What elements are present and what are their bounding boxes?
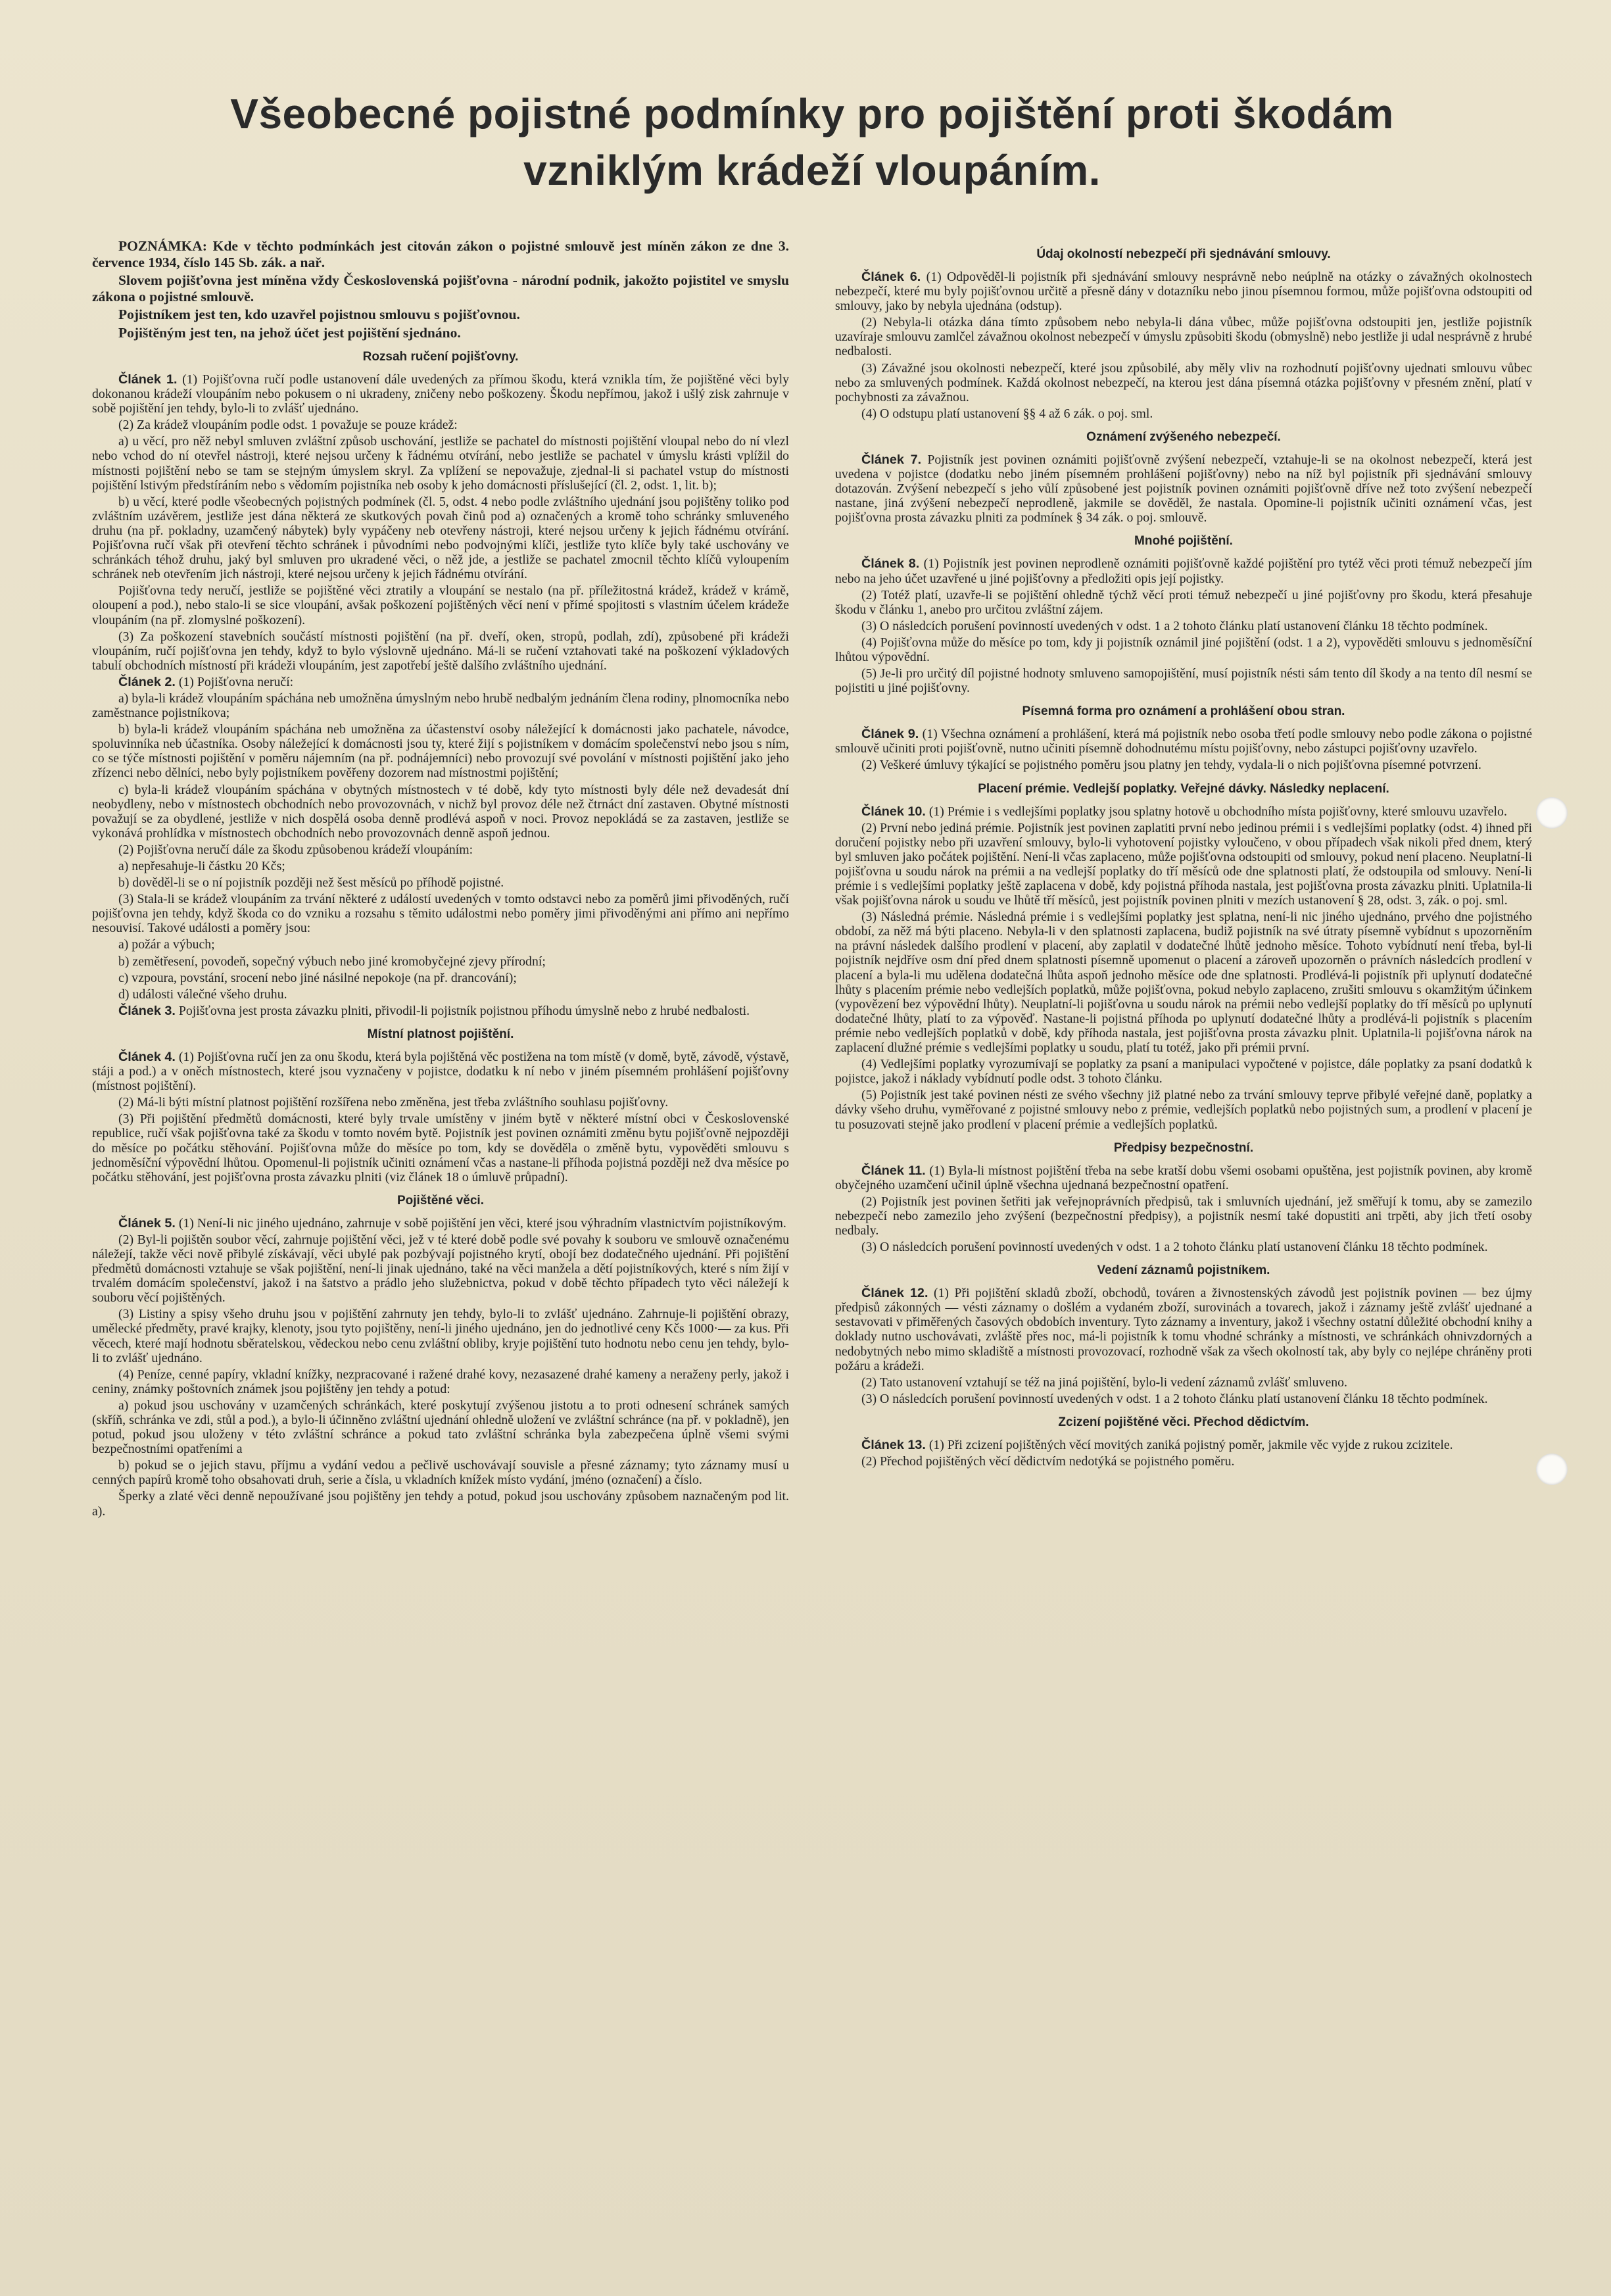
list-item: a) byla-li krádež vloupáním spáchána neb umožněna úmyslným nebo hrubě nedbalým jednáním člena rodiny, plnomocníka nebo zaměstnance pojistníkova; (92, 691, 789, 721)
article-text: (1) Všechna oznámení a prohlášení, která má pojistník nebo osoba třetí podle smlouvy nebo podle zákona o pojistné smlouvě učiniti proti pojišťovně, nutno učiniti písemně dohodnutému místu pojišťovny, nebo zástupci pojišťovny uzavřelo. (835, 727, 1532, 756)
paragraph: (2) Totéž platí, uzavře-li se pojištění ohledně týchž věcí proti témuž nebezpečí u jiné pojišťovny pro škodu, která přesahuje škodu v článku 1, anebo pro určitou zvláštní zájem. (835, 587, 1532, 617)
paragraph: (5) Je-li pro určitý díl pojistné hodnoty smluveno samopojištění, musí pojistník nésti sám tento díl škody a na tento díl nesmí se pojistiti u jiné pojišťovny. (835, 666, 1532, 696)
article-label: Článek 6. (861, 270, 921, 284)
article-text: (1) Odpověděl-li pojistník při sjednávání smlouvy nesprávně nebo neúplně na otázky o závažných okolnostech nebezpečí, které mu byly pojišťovnou určitě a přesně dány v dotazníku nebo jinou písemnou formou, může pojišťovna odstoupiti od smlouvy, jako by nebyla ujednána (odstup). (835, 270, 1532, 314)
paragraph: (3) Následná prémie. Následná prémie i s vedlejšími poplatky jest splatna, není-li nic jiného ujednáno, prvého dne pojistného období, za něž má býti placeno. Nebyla-li v den splatnosti zaplacena, budiž pojistník na své útraty písemně vybídnut s upozorněním na právní následek dalšího prodlení v placení, aby zaplatil v dodatečné lhůtě jednoho měsíce. Tohoto vybídnutí není třeba, byl-li pojistník nejdříve osm dní před dnem splatnosti písemně upomenut o placení a zároveň upozorněn o právních následcích prodlení v placení a byla-li mu udělena dodatečná lhůta aspoň jednoho měsíce ode dne splatnosti. Prodlévá-li pojistník při uplynutí dodatečné lhůty s placením prémie nebo vedlejších poplatků, může pojišťovna, pokud nebylo zaplaceno, zrušiti smlouvu s okamžitým účinkem (vypovězení bez výpovědní lhůty). Neuplatní-li pojišťovna u soudu nárok na prémii nebo vedlejší poplatky do tří měsíců po uplynutí dodatečné lhůty, platí to za výpověď. Nastane-li pojistná příhoda po uplynutí dodatečné lhůty a prodlévá-li pojistník s placením prémie nebo vedlejších poplatků v době, kdy příhoda nastala, jest pojišťovna prosta závazku plnit. Uplatnila-li pojišťovna nárok na zaplacení dlužné prémie s vedlejšími poplatky u soudu, platí tu totéž, jako při prémii první. (835, 910, 1532, 1056)
paragraph: (4) Vedlejšími poplatky vyrozumívají se poplatky za psaní a manipulaci vypočtené v pojistce, dále poplatky za psaní dodatků k pojistce, jakož i náklady vybídnutí podle odst. 3 tohoto článku. (835, 1057, 1532, 1087)
article-label: Článek 9. (861, 727, 919, 742)
list-item: b) pokud se o jejich stavu, příjmu a vydání vedou a pečlivě uschovávají souvisle a přesné záznamy; tyto záznamy musí u cenných papírů kromě toho obsahovati druh, serie a čísla, u vkladních knížek místo vydání, jméno (označení) a číslo. (92, 1458, 789, 1488)
section-heading: Předpisy bezpečnostní. (1113, 1140, 1254, 1155)
article-text: (1) Není-li nic jiného ujednáno, zahrnuje v sobě pojištění jen věci, které jsou výhradním vlastnictvím pojistníkovým. (175, 1215, 786, 1231)
paragraph: (3) Za poškození stavebních součástí místnosti pojištění (na př. dveří, oken, stropů, podlah, zdí), způsobené při krádeži vloupáním, ručí pojišťovna jen tehdy, když to bylo výslovně ujednáno. Má-li se ručení vztahovati také na poškození výkladových tabulí obchodních místností při krádeži vloupáním, jest zapotřebí ještě dalšího zvláštního ujednání. (92, 629, 789, 673)
note-block (92, 238, 789, 341)
article-label: Článek 5. (118, 1215, 176, 1231)
list-item: a) požár a výbuch; (118, 937, 215, 952)
list-item: a) pokud jsou uschovány v uzamčených schránkách, které poskytují zvýšenou jistotu a to proti odnesení schránek samých (skříň, schránka ve zdi, stůl a pod.), a bylo-li účinněno zvláštní ujednání ohledně uložení ve zvláštní schránce (na př. v pokladně), jen potud, pokud jsou uloženy v této zvláštní schránce a pokud tato zvláštní schránka byla zabezpečena úplně všemi svými bezpečnostními opatřeními a (92, 1398, 789, 1457)
article-text: (1) Při pojištění skladů zboží, obchodů, továren a živnostenských závodů jest pojistník povinen — bez újmy předpisů zákonných — vésti záznamy o došlém a vydaném zboží, surovinách a tovarech, jakož i záznamy ještě zvlášť ujednané a sestavovati v přiměřených časových obdobích inventury. Tyto záznamy a inventury, jakož i všechny ostatní důležité obchodní knihy a doklady nutno uschovávati, zvláště přes noc, má-li pojistník k tomu vhodné schránky a místnosti, ve schránkách ohnivzdorných a nedobytných nebo mimo skladiště a místnosti provozovací, rozhodně však za všech okolností tak, aby byly co nejlépe chráněny proti požáru a krádeži. (835, 1286, 1532, 1373)
list-item: b) dověděl-li se o ní pojistník později než šest měsíců po příhodě pojistné. (118, 875, 504, 891)
paragraph: (4) Peníze, cenné papíry, vkladní knížky, nezpracované i ražené drahé kovy, nezasazené drahé kameny a neraženy perly, jakož i ceniny, známky poštovních známek jsou pojištěny jen tehdy a potud: (92, 1367, 789, 1396)
paragraph: (3) Stala-li se krádež vloupáním za trvání některé z událostí uvedených v tomto odstavci nebo za poměrů jimi přivoděných, ručí pojišťovna jen tehdy, když škoda co do vzniku a rozsahu s těmito událostmi nebo poměry jimi přivoděnými ani přímo ani nepřímo nesouvisí. Takové události a poměry jsou: (92, 892, 789, 936)
note-paragraph: Pojistníkem jest ten, kdo uzavřel pojistnou smlouvu s pojišťovnou. (118, 306, 520, 322)
article-label: Článek 13. (861, 1437, 926, 1452)
section-heading: Vedení záznamů pojistníkem. (1097, 1263, 1270, 1278)
paragraph: (5) Pojistník jest také povinen nésti ze svého všechny již platné nebo za trvání smlouvy teprve přibylé veřejné daně, poplatky a dávky všeho druhu, vyměřované z pojistné smlouvy nebo z prémie, vedlejších poplatků nebo pojistných sum, a prodlení v placení je tu posuzovati stejně jako prodlení v placení prémie a vedlejších poplatků. (835, 1088, 1532, 1132)
list-item: d) události válečné všeho druhu. (118, 987, 287, 1002)
article-paragraph (835, 727, 1532, 756)
list-item: c) vzpoura, povstání, srocení nebo jiné násilné nepokoje (na př. drancování); (118, 970, 517, 985)
article-text: (1) Byla-li místnost pojištění třeba na sebe kratší dobu všemi osobami opuštěna, jest pojistník povinen, aby kromě obyčejného uzamčení učinil úplně všechna ujednaná bezpečnostní opatření. (835, 1163, 1532, 1192)
paragraph: (3) O následcích porušení povinností uvedených v odst. 1 a 2 tohoto článku platí ustanovení článku 18 těchto podmínek. (861, 1240, 1488, 1255)
article-text: Pojišťovna jest prosta závazku plniti, přivodil-li pojistník pojistnou příhodu úmyslně nebo z hrubé nedbalosti. (175, 1003, 750, 1018)
note-paragraph: POZNÁMKA: Kde v těchto podmínkách jest citován zákon o pojistné smlouvě jest míněn zákon ze dne 3. července 1934, číslo 145 Sb. zák. a nař. (92, 238, 789, 270)
section-heading: Písemná forma pro oznámení a prohlášení obou stran. (1022, 704, 1345, 719)
paragraph: Šperky a zlaté věci denně nepoužívané jsou pojištěny jen tehdy a potud, pokud jsou uschovány způsobem naznačeným pod lit. a). (92, 1489, 789, 1519)
note-paragraph: Slovem pojišťovna jest míněna vždy Československá pojišťovna - národní podnik, jakožto pojistitel ve smyslu zákona o pojistné smlouvě. (92, 272, 789, 305)
paragraph: (2) Přechod pojištěných věcí dědictvím nedotýká se pojistného poměru. (861, 1454, 1235, 1469)
article-label: Článek 11. (861, 1163, 926, 1178)
article-label: Článek 10. (861, 804, 926, 819)
paragraph: (2) Nebyla-li otázka dána tímto způsobem nebo nebyla-li dána vůbec, může pojišťovna odstoupiti jen, jestliže pojistník uzavíraje smlouvu zamlčel závažnou okolnost nebezpečí v úmyslu způsobiti škodu (obmyslně) nebo jestliže ji udal nesprávně z hrubé nedbalosti. (835, 315, 1532, 359)
note-paragraph: Pojištěným jest ten, na jehož účet jest pojištění sjednáno. (118, 324, 461, 341)
article-paragraph (835, 1286, 1532, 1373)
title-line-2: vzniklým krádeží vloupáním. (523, 147, 1101, 194)
list-item: c) byla-li krádež vloupáním spáchána v obytných místnostech v té době, kdy tyto místnosti byly déle než devadesát dní neobydleny, nebo v místnostech obchodních nebo provozovnách, v nichž byl provoz déle než čtrnáct dní zastaven. Obytné místnosti považují se za obydlené, jestliže v nich dospělá osoba denně prodlévá aspoň v noci. Provoz nepokládá se za zastaven, jestliže se vykonává prohlídka v místnostech obchodních nebo provozovnách denně aspoň jednou. (92, 782, 789, 841)
article-text: (1) Při zcizení pojištěných věcí movitých zaniká pojistný poměr, jakmile věc vyjde z rukou zcizitele. (925, 1437, 1453, 1452)
article-paragraph (92, 1050, 789, 1093)
paragraph: (3) O následcích porušení povinností uvedených v odst. 1 a 2 tohoto článku platí ustanovení článku 18 těchto podmínek. (861, 618, 1488, 633)
section-heading: Pojištěné věci. (397, 1193, 484, 1208)
article-paragraph (835, 452, 1532, 525)
article-label: Článek 7. (861, 452, 922, 467)
article-label: Článek 4. (118, 1049, 176, 1064)
article-label: Článek 3. (118, 1003, 176, 1018)
paragraph: (2) První nebo jediná prémie. Pojistník jest povinen zaplatiti první nebo jedinou prémii i s vedlejšími poplatky (odst. 4) ihned při doručení pojistky nebo při uzavření smlouvy, bylo-li vyhotovení pojistky vyloučeno, v obou případech však nikoli před dnem, který byl smluven jako počátek pojištění. Není-li včas zaplaceno, může pojišťovna odstoupiti od smlouvy, pokud není placeno. Neuplatní-li pojišťovna u soudu nárok na prémii a na vedlejší poplatky do tří měsíců ode dne splatnosti platí, že odstoupila od smlouvy. Není-li prémie i s vedlejšími poplatky ještě zaplacena v době, kdy pojistná příhoda nastala, jest pojišťovna prosta závazku plniti. Uplatnila-li však pojišťovna nárok u soudu ve lhůtě tří měsíců, jest pojistník povinen plniti v mezích ustanovení § 28, odst. 3, zák. o poj. sml. (835, 820, 1532, 908)
paragraph: (2) Tato ustanovení vztahují se též na jiná pojištění, bylo-li vedení záznamů zvlášť smluveno. (861, 1375, 1347, 1390)
section-heading: Mnohé pojištění. (1134, 534, 1233, 549)
right-column (835, 238, 1532, 1521)
article-paragraph (92, 1216, 789, 1231)
list-item: a) u věcí, pro něž nebyl smluven zvláštní způsob uschování, jestliže se pachatel do místnosti pojištění vloupal nebo do ní vlezl nebo vchod do ní otevřel nástroji, které nejsou určeny k řádnému otvírání, nebo jestliže se pachatel v úmyslu krásti vplížil do místnosti pojištění nebo se tam se stejným úmyslem skryl. Za vplížení se nepovažuje, zjednal-li si pachatel vstup do místnosti pojištění lstivým předstíráním nebo s vědomím pojistníka neb osoby k jeho domácnosti příslušející (čl. 2, odst. 1, lit. b); (92, 434, 789, 493)
paragraph: Pojišťovna tedy neručí, jestliže se pojištěné věci ztratily a vloupání se nestalo (na př. příležitostná krádež, krádež v krámě, oloupení a pod.), nebo stalo-li se sice vloupání, avšak poškození pojištěných věcí není v přímé spojitosti s vlastním účelem krádeže vloupáním (na př. zlomyslné poškození). (92, 583, 789, 627)
article-label: Článek 1. (118, 372, 178, 387)
paragraph: (4) O odstupu platí ustanovení §§ 4 až 6 zák. o poj. sml. (861, 406, 1153, 421)
article-text: Pojistník jest povinen oznámiti pojišťovně zvýšení nebezpečí, vztahuje-li se na okolnost nebezpečí, která jest uvedena v pojistce (dodatku nebo jiném písemném prohlášení pojišťovny) nebo na níž byl pojistník při sjednávání smlouvy dotazován. Zvýšení nebezpečí s jeho vůlí způsobené jest pojistník povinen oznámiti pojišťovně dříve než toto zvýšení nebezpečí nastane, jiná zvýšení nebezpečí neprodleně, jakmile se dověděl, že nastala. Opomine-li pojistník učiniti oznámení včas, jest pojišťovna prosta závazku plniti za podmínek § 34 zák. o poj. smlouvě. (835, 452, 1532, 525)
paragraph: (2) Za krádež vloupáním podle odst. 1 považuje se pouze krádež: (118, 418, 458, 433)
article-paragraph (835, 1438, 1532, 1452)
left-column (92, 238, 789, 1521)
paragraph: (3) O následcích porušení povinností uvedených v odst. 1 a 2 tohoto článku platí ustanovení článku 18 těchto podmínek. (861, 1391, 1488, 1406)
section-heading: Údaj okolností nebezpečí při sjednávání smlouvy. (1036, 247, 1331, 261)
paragraph: (2) Byl-li pojištěn soubor věcí, zahrnuje pojištění věci, jež v té které době podle své povahy k souboru ve smlouvě označenému náležejí, takže věci nově přibylé získávají, věci ubylé pak pozbývají pojistného krytí, obojí bez dodatečného ujednání. Při pojištění předmětů domácnosti vztahuje se však pojištění, není-li jinak ujednáno, také na věci manžela a dětí pojistníkových, které s ním žijí v trvalém domácím společenství, jakož i na šatstvo a prádlo jeho služebnictva, pokud v době těchto případech tyto věci náležejí k souboru věcí pojištěných. (92, 1232, 789, 1306)
article-paragraph (92, 372, 789, 416)
article-paragraph (92, 675, 789, 689)
paragraph: (2) Veškeré úmluvy týkající se pojistného poměru jsou platny jen tehdy, vydala-li o nich pojišťovna písemné potvrzení. (861, 758, 1481, 773)
article-text: (1) Prémie i s vedlejšími poplatky jsou splatny hotově u obchodního místa pojišťovny, které smlouvu uzavřelo. (925, 804, 1507, 819)
article-text: (1) Pojišťovna neručí: (175, 674, 294, 689)
paragraph: (3) Závažné jsou okolnosti nebezpečí, které jsou způsobilé, aby měly vliv na rozhodnutí pojišťovny ujednati smlouvu vůbec nebo za smluvených podmínek. Každá okolnost nebezpečí, na kterou jest dána písemná otázka pojišťovny v přesném znění, platí v pochybnosti za závažnou. (835, 360, 1532, 404)
paragraph: (3) Listiny a spisy všeho druhu jsou v pojištění zahrnuty jen tehdy, bylo-li to zvlášť ujednáno. Zahrnuje-li pojištění obrazy, umělecké předměty, pravé krajky, klenoty, jsou tyto pojištěny, není-li jiného ujednáno, jen do jednotlivé ceny Kčs 1000·— za kus. Při věcech, které mají hodnotu sběratelskou, vědeckou nebo cenu zvláštní obliby, kryje pojištění tuto hodnotu nebo cenu jen tehdy, bylo-li to zvlášť ujednáno. (92, 1307, 789, 1365)
article-label: Článek 2. (118, 674, 176, 689)
article-paragraph (835, 556, 1532, 585)
section-heading: Rozsah ručení pojišťovny. (362, 350, 519, 364)
section-heading: Zcizení pojištěné věci. Přechod dědictvím. (1058, 1415, 1309, 1429)
article-label: Článek 8. (861, 556, 920, 572)
article-text: (1) Pojišťovna ručí podle ustanovení dále uvedených za přímou škodu, která vznikla tím, že pojištěné věci byly dokonanou krádeží vloupáním nebo pokusem o ni ukradeny, zničeny nebo poškozeny. Škodu nepřímou, jakož i ušlý zisk zahrnuje v sobě pojištění jen tehdy, bylo-li to zvlášť ujednáno. (92, 372, 789, 416)
article-paragraph (835, 804, 1532, 819)
article-paragraph (835, 1163, 1532, 1192)
section-heading: Místní platnost pojištění. (367, 1027, 514, 1041)
paragraph: (3) Při pojištění předmětů domácnosti, které byly trvale umístěny v jiném bytě v některé místní obci v Československé republice, ručí však pojišťovna také za škodu v tomto novém bytě. Pojistník jest povinen oznámiti změnu bytu pojišťovně nejpozději do měsíce po počátku stěhování. Pojišťovna může do měsíce po tom, kdy se dověděla o změně bytu, vypověděti smlouvu s jednoměsíční výpovědní lhůtou. Opomenul-li pojistník učiniti oznámení včas a nastane-li příhoda pojistná později než dva měsíce po počátku stěhování, jest pojišťovna prosta závazku plniti (viz článek 18 o úmluvě průpadní). (92, 1111, 789, 1185)
list-item: b) byla-li krádež vloupáním spáchána neb umožněna za účastenství osoby náležející k domácnosti jako pachatele, návodce, spoluvinníka neb účastníka. Osoby náležející k domácnosti jsou ty, které žijí s pojistníkem v domácím společenství nebo jsou s ním, co se týče místnosti pojištění v poměru nájemním (na př. podnájemníci) nebo provozují své povolání v místnosti pojištění jako jeho zřízenci nebo dělníci, nebo byly pojistníkem pověřeny dozorem nad místnostmi pojištění; (92, 722, 789, 781)
paragraph: (2) Má-li býti místní platnost pojištění rozšířena nebo změněna, jest třeba zvláštního souhlasu pojišťovny. (118, 1095, 669, 1110)
list-item: b) zemětřesení, povodeň, sopečný výbuch nebo jiné kromobyčejné zjevy přírodní; (118, 954, 546, 969)
article-paragraph (92, 1004, 789, 1018)
article-label: Článek 12. (861, 1286, 928, 1301)
punch-hole (1536, 1453, 1568, 1485)
list-item: b) u věcí, které podle všeobecných pojistných podmínek (čl. 5, odst. 4 nebo podle zvláštního ujednání jsou pojištěny toliko pod zvláštním uzávěrem, jestliže jest dána některá ze skutkových povah činů pod a) označených a kromě toho schránky smluveného druhu (na př. pokladny, uzamčený nábytek) byly vypáčeny neb otevřeny nástroji, které nejsou určeny k jejich řádnému otvírání. Pojišťovna ručí však při otevření těchto schránek i původními nebo podvojnými klíči, jestliže tyto klíče byly také uschovány ve schránkách téhož druhu, jaký byl smluven pro ukradené věci, o něž jde, a jestliže se pachatel zmocnil těchto klíčů vyloupením schránek neb otevřením jich nástroji, které nejsou určeny k jejich řádnému otvírání. (92, 494, 789, 582)
section-heading: Placení prémie. Vedlejší poplatky. Veřejné dávky. Následky neplacení. (978, 781, 1389, 796)
list-item: a) nepřesahuje-li částku 20 Kčs; (118, 859, 285, 873)
punch-hole (1536, 797, 1568, 829)
title-line-1: Všeobecné pojistné podmínky pro pojištění proti škodám (230, 90, 1394, 137)
document-title (92, 85, 1532, 199)
paragraph: (2) Pojistník jest povinen šetřiti jak veřejnoprávních předpisů, tak i smluvních ujednání, jež směřují k tomu, aby se zamezilo nebezpečí nebo zamezilo jeho zvýšení (bezpečnostní předpisy), a pojistník nesmí také dopustiti ani trpěti, aby jich třetí osoby nedbaly. (835, 1194, 1532, 1238)
article-paragraph (835, 270, 1532, 313)
section-heading: Oznámení zvýšeného nebezpečí. (1086, 429, 1281, 444)
paragraph: (2) Pojišťovna neručí dále za škodu způsobenou krádeží vloupáním: (118, 842, 473, 857)
article-text: (1) Pojistník jest povinen neprodleně oznámiti pojišťovně každé pojištění pro tytéž věci proti témuž nebezpečí jím nebo na jeho účet uzavřené u jiné pojišťovny a předložiti opis její pojistky. (835, 556, 1532, 586)
paragraph: (4) Pojišťovna může do měsíce po tom, kdy ji pojistník oznámil jiné pojištění (odst. 1 a 2), vypověděti smlouvu s jednoměsíční lhůtou výpovědní. (835, 635, 1532, 664)
article-text: (1) Pojišťovna ručí jen za onu škodu, která byla pojištěná věc postižena na tom místě (v domě, bytě, závodě, výstavě, stáji a pod.) a v oněch místnostech, které jsou vyznačeny v pojistce, dodatku k ní nebo v jiném písemném prohlášení pojišťovny (místnost pojištění). (92, 1049, 789, 1094)
